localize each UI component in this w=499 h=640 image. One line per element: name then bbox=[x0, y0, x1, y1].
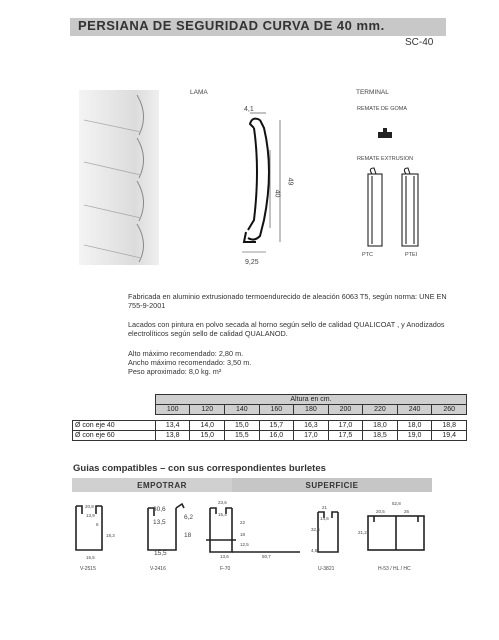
table-col-header: 200 bbox=[328, 405, 363, 415]
table-cell: 19,0 bbox=[397, 431, 432, 441]
guide-dim: 20,5 bbox=[376, 509, 385, 514]
table-cell: 16,0 bbox=[259, 431, 294, 441]
guide-dim: 52,8 bbox=[392, 501, 401, 506]
guide-dim: 21 bbox=[322, 505, 328, 510]
guide-dim: 26 bbox=[404, 509, 410, 514]
guide-dim: 22 bbox=[240, 520, 246, 525]
table-cell: 13,8 bbox=[155, 431, 190, 441]
lama-label: LAMA bbox=[190, 89, 208, 96]
superficie-band: SUPERFICIE bbox=[232, 478, 432, 492]
guide-dim: 30,6 bbox=[153, 506, 166, 513]
guide-dim: 4,5 bbox=[311, 548, 318, 553]
table-row bbox=[73, 421, 467, 431]
table-corner bbox=[73, 395, 156, 415]
lama-dim-top: 4,1 bbox=[244, 106, 254, 113]
table-cell: 16,3 bbox=[294, 421, 329, 431]
table-row-label: Ø con eje 60 bbox=[73, 431, 156, 441]
guide-dim: 50,7 bbox=[262, 554, 271, 559]
table-cell: 15,5 bbox=[225, 431, 260, 441]
guide-dim: 6,2 bbox=[184, 514, 194, 521]
empotrar-band: EMPOTRAR bbox=[72, 478, 252, 492]
table-cell: 18,8 bbox=[432, 421, 467, 431]
description-finish: Lacados con pintura en polvo secada al horno según sello de calidad QUALICOAT , y Anodizados electrolíticos según sello de calidad QUALANOD. bbox=[128, 320, 445, 339]
table-cell: 17,0 bbox=[294, 431, 329, 441]
table-col-header: 240 bbox=[397, 405, 432, 415]
guide-dim: 13,9 bbox=[86, 513, 95, 518]
guide-name-v2515: V-2515 bbox=[80, 566, 96, 572]
table-col-header: 260 bbox=[432, 405, 467, 415]
ptei-label: PTEI bbox=[405, 252, 418, 258]
page-title: PERSIANA DE SEGURIDAD CURVA DE 40 mm. bbox=[78, 18, 385, 33]
description-material: Fabricada en aluminio extrusionado termoendurecido de aleación 6063 T5, según norma: UNE EN 755-9-2001 bbox=[128, 292, 447, 311]
guide-h53-drawing bbox=[360, 500, 430, 560]
guide-f70-drawing bbox=[200, 500, 305, 560]
spec-max-width: Ancho máximo recomendado: 3,50 m. bbox=[128, 358, 252, 367]
guide-dim: 18 bbox=[240, 532, 246, 537]
guide-name-v2416: V-2416 bbox=[150, 566, 166, 572]
guide-dim: 12,5 bbox=[240, 542, 249, 547]
terminal-label: TERMINAL bbox=[356, 89, 389, 96]
guide-dim: 13,5 bbox=[153, 519, 166, 526]
table-col-header: 100 bbox=[155, 405, 190, 415]
terminal-profiles-drawing bbox=[362, 166, 432, 256]
lama-dim-outer: 49 bbox=[286, 177, 294, 186]
table-cell: 15,0 bbox=[190, 431, 225, 441]
table-row bbox=[73, 431, 467, 441]
remate-extrusion-label: REMATE EXTRUSION bbox=[357, 156, 414, 162]
rubber-cap-icon bbox=[378, 125, 392, 135]
table-col-header: 220 bbox=[363, 405, 398, 415]
table-cell: 18,5 bbox=[363, 431, 398, 441]
guide-dim: 21,2 bbox=[358, 530, 367, 535]
lama-dim-bottom: 9,25 bbox=[245, 259, 259, 266]
guide-name-u3821: U-3821 bbox=[318, 566, 335, 572]
spec-weight: Peso aproximado: 8,0 kg. m² bbox=[128, 367, 222, 376]
table-cell: 18,0 bbox=[363, 421, 398, 431]
spec-max-height: Alto máximo recomendado: 2,80 m. bbox=[128, 349, 244, 358]
product-code: SC-40 bbox=[405, 37, 434, 48]
table-cell: 17,5 bbox=[328, 431, 363, 441]
product-photo bbox=[79, 90, 159, 265]
guide-dim: 18 bbox=[184, 532, 192, 539]
lama-profile-drawing bbox=[230, 110, 300, 270]
table-col-header: 140 bbox=[225, 405, 260, 415]
guide-dim: 23,6 bbox=[218, 500, 227, 505]
guide-dim: 15,4 bbox=[218, 512, 227, 517]
guide-dim: 6 bbox=[96, 522, 99, 527]
guide-dim: 32,5 bbox=[311, 527, 320, 532]
table-cell: 17,0 bbox=[328, 421, 363, 431]
lama-dim-inner: 40 bbox=[273, 189, 281, 198]
table-cell: 13,4 bbox=[155, 421, 190, 431]
slat-photo-drawing bbox=[79, 90, 159, 265]
guide-name-f70: F-70 bbox=[220, 566, 231, 572]
table-group-header: Altura en cm. bbox=[155, 395, 466, 405]
table-cell: 19,4 bbox=[432, 431, 467, 441]
table-col-header: 180 bbox=[294, 405, 329, 415]
table-cell: 14,0 bbox=[190, 421, 225, 431]
guide-dim: 13,6 bbox=[220, 554, 229, 559]
table-cell: 15,7 bbox=[259, 421, 294, 431]
guide-name-h53: H-53 / HL / HC bbox=[378, 566, 411, 572]
diameter-table bbox=[72, 394, 467, 441]
guide-dim: 15,5 bbox=[86, 555, 95, 560]
ptc-label: PTC bbox=[362, 252, 373, 258]
remate-goma-label: REMATE DE GOMA bbox=[357, 106, 408, 112]
table-col-header: 160 bbox=[259, 405, 294, 415]
guide-dim: 20,8 bbox=[85, 504, 94, 509]
table-col-header: 120 bbox=[190, 405, 225, 415]
table-cell: 18,0 bbox=[397, 421, 432, 431]
guide-dim: 18,3 bbox=[106, 533, 115, 538]
guide-dim: 14,6 bbox=[320, 516, 329, 521]
guide-dim: 15,5 bbox=[154, 550, 167, 557]
guides-title: Guias compatibles – con sus correspondientes burletes bbox=[73, 463, 326, 474]
table-cell: 15,0 bbox=[225, 421, 260, 431]
table-row-label: Ø con eje 40 bbox=[73, 421, 156, 431]
